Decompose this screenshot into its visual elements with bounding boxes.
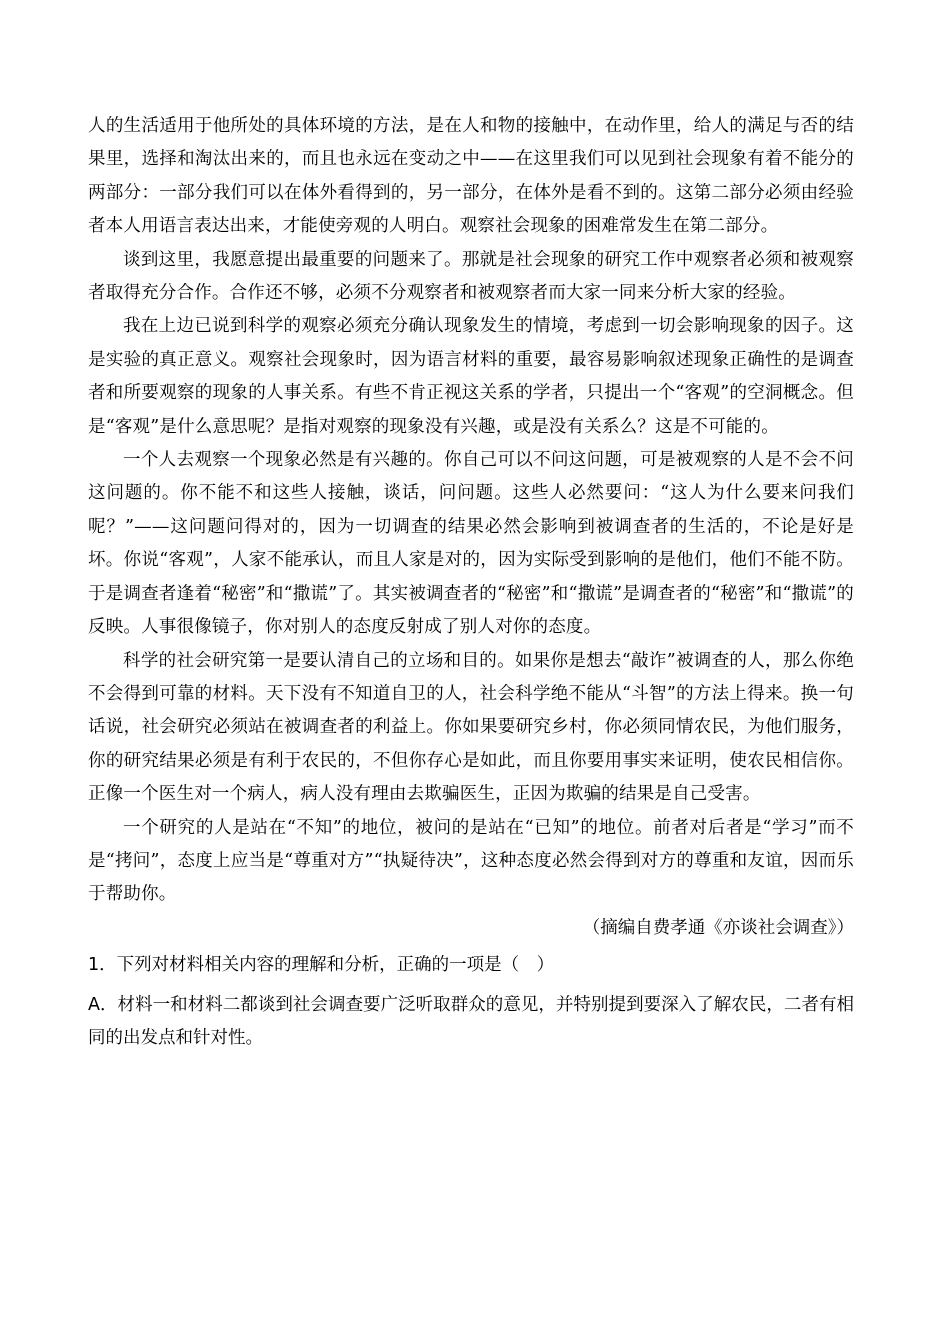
paragraph-5: 科学的社会研究第一是要认清自己的立场和目的。如果你是想去“敲诈”被调查的人，那么你绝不会得到可靠的材料。天下没有不知道自卫的人，社会科学绝不能从“斗智”的方法上得来。换一句话说，社会研究必须站在被调查者的利益上。你如果要研究乡村，你必须同情农民，为他们服务，你的研究结果必须是有利于农民的，不但你存心是如此，而且你要用事实来证明，使农民相信你。正像一个医生对一个病人，病人没有理由去欺骗医生，正因为欺骗的结果是自己受害。 xyxy=(88,650,854,805)
document-page xyxy=(88,110,854,1055)
paragraph-3: 我在上边已说到科学的观察必须充分确认现象发生的情境，考虑到一切会影响现象的因子。这是实验的真正意义。观察社会现象时，因为语言材料的重要，最容易影响叙述现象正确性的是调查者和所要观察的现象的人事关系。有些不肯正视这关系的学者，只提出一个“客观”的空洞概念。但是“客观”是什么意思呢？是指对观察的现象没有兴趣，或是没有关系么？这是不可能的。 xyxy=(88,316,854,437)
paragraph-6: 一个研究的人是站在“不知”的地位，被问的是站在“已知”的地位。前者对后者是“学习”而不是“拷问”，态度上应当是“尊重对方”“执疑待决”，这种态度必然会得到对方的尊重和友谊，因而乐于帮助你。 xyxy=(88,817,854,905)
source-citation: （摘编自费孝通《亦谈社会调查》） xyxy=(582,917,854,938)
paragraph-4: 一个人去观察一个现象必然是有兴趣的。你自己可以不问这问题，可是被观察的人是不会不问这问题的。你不能不和这些人接触，谈话，问问题。这些人必然要问：“这人为什么要来问我们呢？”——这问题问得对的，因为一切调查的结果必然会影响到被调查者的生活的，不论是好是坏。你说“客观”，人家不能承认，而且人家是对的，因为实际受到影响的是他们，他们不能不防。于是调查者逢着“秘密”和“撒谎”了。其实被调查者的“秘密”和“撒谎”是调查者的“秘密”和“撒谎”的反映。人事很像镜子，你对别人的态度反射成了别人对你的态度。 xyxy=(88,450,854,638)
option-a-text: 材料一和材料二都谈到社会调查要广泛听取群众的意见，并特别提到要深入了解农民，二者有相同的出发点和针对性。 xyxy=(88,994,854,1048)
question-text: 下列对材料相关内容的理解和分析，正确的一项是（ ） xyxy=(116,955,555,976)
option-a xyxy=(88,989,854,1056)
paragraph-2: 谈到这里，我愿意提出最重要的问题来了。那就是社会现象的研究工作中观察者必须和被观察者取得充分合作。合作还不够，必须不分观察者和被观察者而大家一同来分析大家的经验。 xyxy=(88,249,854,304)
question-number: 1． xyxy=(88,955,117,976)
option-a-label: A． xyxy=(88,994,118,1015)
question-1 xyxy=(88,949,854,982)
paragraph-1: 人的生活适用于他所处的具体环境的方法，是在人和物的接触中，在动作里，给人的满足与否的结果里，选择和淘汰出来的，而且也永远在变动之中——在这里我们可以见到社会现象有着不能分的两部分：一部分我们可以在体外看得到的，另一部分，在体外是看不到的。这第二部分必须由经验者本人用语言表达出来，才能使旁观的人明白。观察社会现象的困难常发生在第二部分。 xyxy=(88,116,854,237)
